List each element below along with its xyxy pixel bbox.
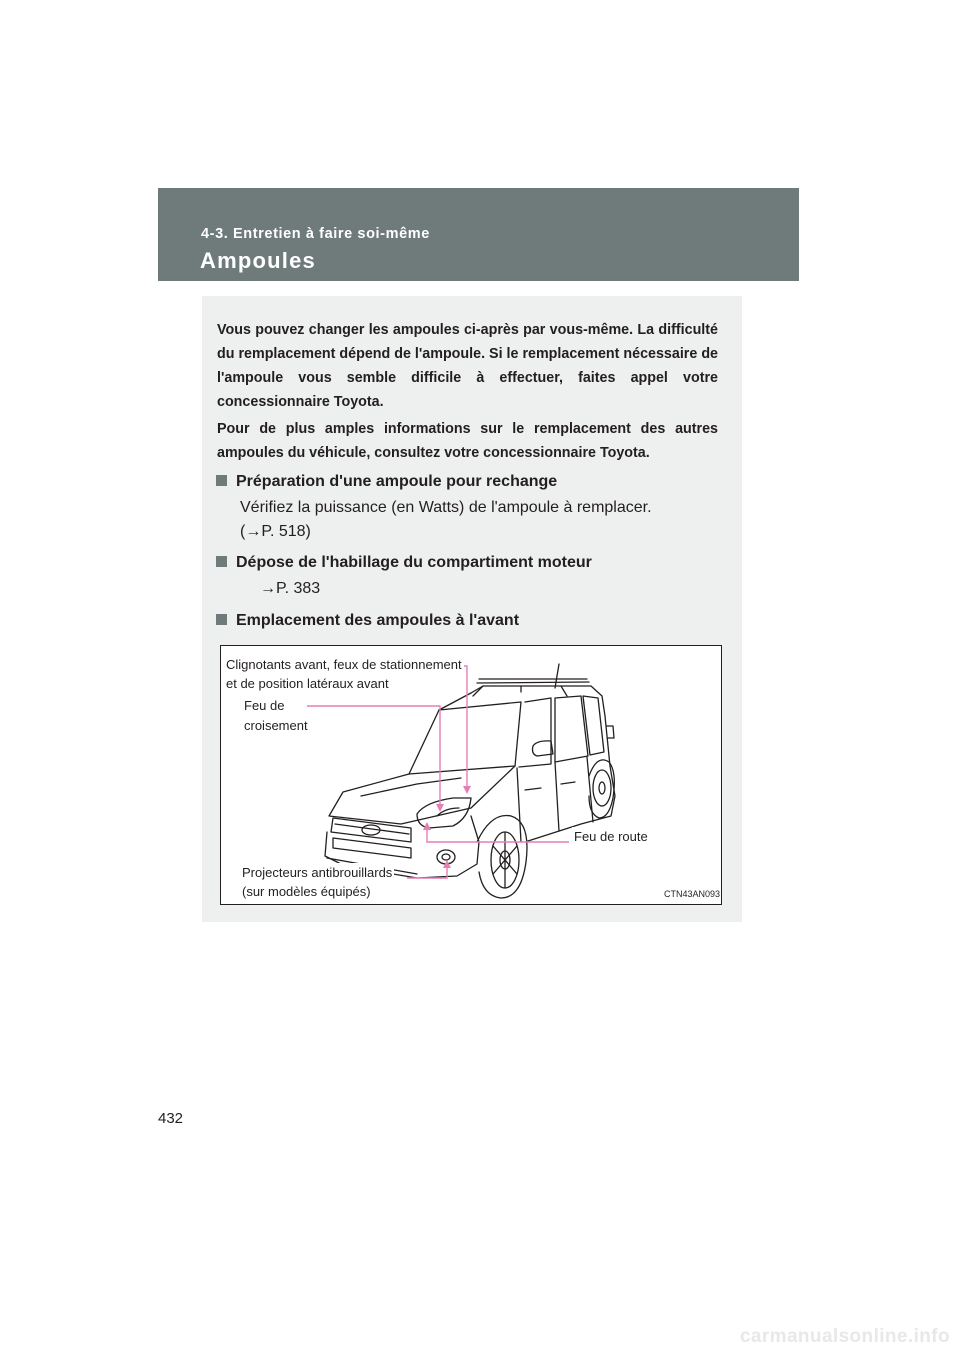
label-fog-lights-line1: Projecteurs antibrouillards (242, 865, 393, 880)
subheading-text: Préparation d'une ampoule pour rechange (236, 473, 558, 490)
label-turn-signals-line1: Clignotants avant, feux de stationnement (226, 657, 462, 672)
subheading-text: Emplacement des ampoules à l'avant (236, 612, 520, 629)
subheading-preparation (216, 473, 557, 491)
subheading-cover-removal (216, 554, 592, 572)
chapter-header (158, 188, 799, 281)
section-label: 4-3. Entretien à faire soi-même (201, 226, 430, 242)
intro-paragraph-1: Vous pouvez changer les ampoules ci-après par vous-même. La difficulté du remplacement dépend de l'ampoule. Si le remplacement nécessaire de l'ampoule vous semble difficile à effectuer, faites appel votre concessionnaire Toyota. (217, 322, 718, 410)
subheading-bulb-locations (216, 612, 519, 630)
square-bullet-icon (216, 614, 227, 625)
label-high-beam: Feu de route (574, 829, 648, 844)
content-box (202, 296, 742, 922)
square-bullet-icon (216, 475, 227, 486)
page-number: 432 (158, 1110, 184, 1127)
bulb-location-diagram (220, 645, 722, 905)
label-low-beam-line2: croisement (244, 718, 308, 733)
label-low-beam-line1: Feu de (244, 698, 285, 713)
intro-paragraph-2: Pour de plus amples informations sur le remplacement des autres ampoules du véhicule, consultez votre concessionnaire Toyota. (217, 421, 718, 461)
preparation-text: Vérifiez la puissance (en Watts) de l'ampoule à remplacer. (240, 499, 652, 516)
label-fog-lights-line2: (sur modèles équipés) (242, 884, 371, 899)
watermark: carmanualsonline.info (739, 1326, 950, 1347)
square-bullet-icon (216, 556, 227, 567)
page-title: Ampoules (200, 248, 316, 273)
cover-removal-page-ref[interactable]: →P. 383 (260, 580, 321, 597)
label-turn-signals-line2: et de position latéraux avant (226, 676, 389, 691)
preparation-page-ref[interactable]: (→P. 518) (240, 523, 311, 540)
illustration-code: CTN43AN093 (664, 889, 721, 899)
subheading-text: Dépose de l'habillage du compartiment moteur (236, 554, 592, 571)
